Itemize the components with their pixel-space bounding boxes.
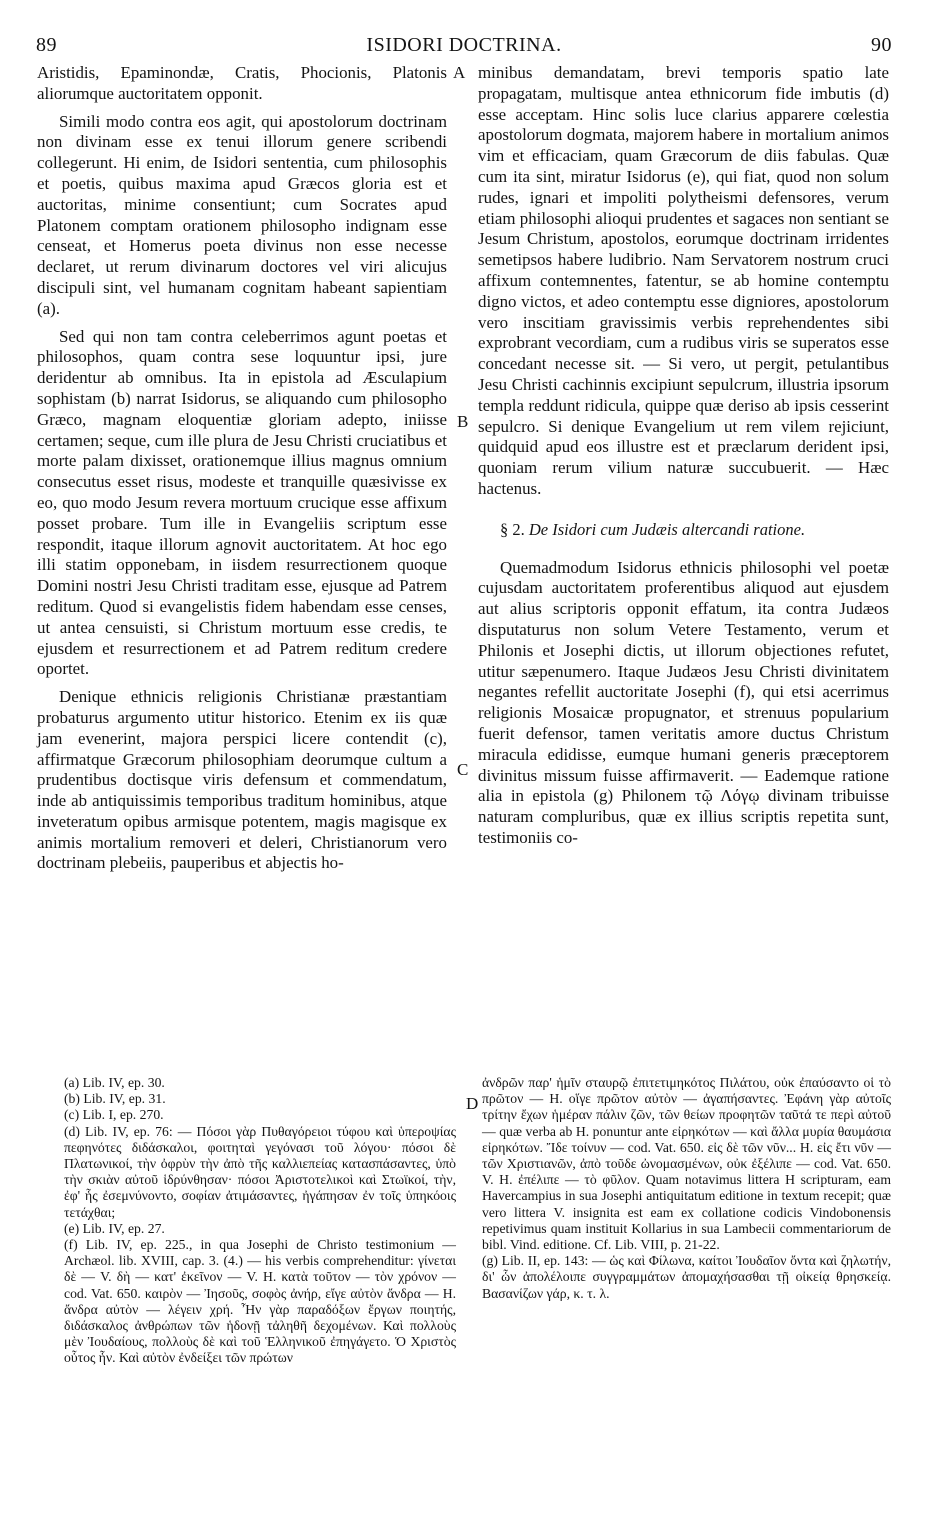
- footnotes-right: [482, 1075, 891, 1302]
- footnote-f-continued: ἀνδρῶν παρ' ἡμῖν σταυρῷ ἐπιτετιμηκότος Πιλάτου, οὐκ ἐπαύσαντο οἱ τὸ πρῶτον — H. οἵγε πρῶτον αὐτὸν — ἀγαπήσαντες. Ἐφάνη γὰρ αὐτοῖς τρίτην ἔχων ἡμέραν πάλιν ζῶν, τῶν θείων προφητῶν ταῦτά τε περὶ αὐτοῦ — quæ verba ab H. ponuntur ante εἰρηκότων — καὶ ἄλλα μυρία θαυμάσια εἰρηκότων. Ἴδε τοίνυν — cod. Vat. 650. εἰς δὲ τῶν νῦν... H. εἰς ἔτι νῦν — τῶν Χριστιανῶν, ἀπὸ τοῦδε ὠνομασμένων, οὐκ ἐξέλιπε — cod. Vat. 650. V. H. ἐπέλιπε — τὸ φῦλον. Quam notavimus littera H scripturam, eam Havercampius in sua Josephi antiquitatum editione in textum recepit; quæ vero littera V. insignita est eam ex collatione codicis Vindobonensis repetivimus quam instituit Kollarius in sua Lambecii commentariorum de bibl. Vind. editione. Cf. Lib. VIII, p. 21-22.: [482, 1075, 891, 1253]
- margin-marker-b: B: [457, 412, 469, 431]
- left-paragraph-2: Simili modo contra eos agit, qui apostolorum doctrinam non divinam esse ex tenui illorum genere scribendi collegerunt. Hi enim, de Isidori sententia, cum philosophis et poetis, quibus maxima apud Græcos gloria est et auctoritas, minime consentiunt; cum Socrates apud Platonem comptam orationem philosopho indignam esse censeat, et Homerus poeta divinus non esse necesse declaret, ut rerum divinarum doctores vel viri alicujus discipuli sint, vel humanam cognitam habeant sapientiam (a).: [37, 111, 447, 318]
- left-paragraph-3: Sed qui non tam contra celeberrimos agunt poetas et philosophos, quam contra sese loquuntur ipsi, jure deridentur ab omnibus. Ita in epistola ad Æsculapium sophistam (b) narrat Isidorus, se aliquando cum philosopho Græco, magnam eloquentiæ gloriam adepto, iniisse certamen; seque, cum ille plura de Jesu Christi cruciatibus et morte palam dixisset, orationemque illius magnus omnium consecutus esset risus, modeste et tranquille quæsivisse ex eo, quo modo Jesum revera mortuum crucique esse affixum posset probare. Tum ille in Evangeliis scriptum esse respondit, itaque illorum agnovit auctoritatem. At hoc ego illi statim opponebam, in iisdem resurrectionem quoque Domini nostri Jesu Christi traditam esse, ejusque ad Patrem reditum. Quod si evangelistis fidem habendam esse censes, ut antea censuisti, si Christum mortuum esse credis, te ejusdem et resurrectionem et ad Patrem reditum credere oportet.: [37, 326, 447, 679]
- section-heading: [500, 520, 889, 541]
- section-title: De Isidori cum Judæis altercandi ratione.: [528, 519, 806, 539]
- left-column: [37, 63, 447, 874]
- footnote-g: (g) Lib. II, ep. 143: — ὡς καὶ Φίλωνα, καίτοι Ἰουδαῖον ὄντα καὶ ζηλωτήν, δι' ὧν ἀπολέλοιπε συγγραμμάτων ἀπομαχήσασθαι τῇ οἰκείᾳ θρησκείᾳ. Βασανίζων γάρ, κ. τ. λ.: [482, 1253, 891, 1301]
- page-number-left: 89: [36, 34, 57, 56]
- running-title: ISIDORI DOCTRINA.: [366, 34, 562, 56]
- right-paragraph-2: Quemadmodum Isidorus ethnicis philosophi vel poetæ cujusdam auctoritatem proferentibus aliquod aut ejusdem aut alius scriptoris opponit effatum, ita contra Judæos disputaturus non solum Vetere Testamento, verum et Philonis et Josephi dictis, ut illorum objectiones refutet, utitur sæpenumero. Itaque Judæos Jesu Christi divinitatem negantes refellit auctoritate Josephi (f), qui etsi acerrimus religionis Mosaicæ propugnator, et strenuus popularium fuerit defensor, tamen veritatis amore ductus Christum miracula edidisse, eumque humani generis præceptorem divinitus missum fuisse affirmaverit. — Eademque ratione alia in epistola (g) Philonem τῷ Λόγῳ divinam tribuisse naturam compluribus, quæ ex illius scriptis repetita sunt, testimoniis co-: [478, 557, 889, 847]
- margin-marker-d: D: [466, 1094, 479, 1113]
- running-header: [36, 34, 892, 60]
- left-paragraph-1: Aristidis, Epaminondæ, Cratis, Phocionis, Platonis aliorumque auctoritatem opponit.: [37, 63, 447, 103]
- margin-marker-a: A: [453, 63, 466, 82]
- page-number-right: 90: [871, 34, 892, 56]
- left-paragraph-4: Denique ethnicis religionis Christianæ præstantiam probaturus argumento utitur historico. Etenim ex iis quæ jam evenerint, majora perspici licere contendit (c), affirmatque Græcorum philosophiam deorumque cultum a prudentibus doctisque viris defensum et commendatum, inde ab antiquissimis temporibus traditum hominibus, atque inveteratum opibus armisque potentem, magis magisque ex animis mortalium removeri et deleri, Christianorum vero doctrinam plebeiis, pauperibus et abjectis ho-: [37, 687, 447, 873]
- margin-marker-c: C: [457, 760, 469, 779]
- right-paragraph-1: minibus demandatam, brevi temporis spatio late propagatam, multisque antea ethnicorum fide imbutis (d) esse acceptam. Hinc solis luce clarius apparere cœlestia apostolorum dogmata, majorem habere in mortalium animos vim et efficaciam, quam Græcorum de diis fabulas. Quæ cum ita sint, miratur Isidorus (e), qui fiat, quod non solum rudes, ignari et impoliti polytheismi defensores, verum etiam philosophi alioqui prudentes et sagaces non sentiant se Jesum Christum, apostolos, eorumque doctrinam irridentes semetipsos habere ludibrio. Nam Servatorem nostrum cruci affixum contemnentes, fatentur, se ab homine contemptu digno victos, et adeo contemptu esse digniores, apostolorum vero inscitiam gravissimis verbis reprehendentes sibi exprobrant vecordiam, cum a rudibus viris se superatos esse concedant necesse sit. — Si vero, ut pergit, petulantibus Jesu Christi cachinnis excipiunt sepulcrum, illustria ipsorum templa reddunt ridicula, quippe quæ deriso ab ipsis cesserint sepulcro. Si denique Evangelium ut rem vilem rejiciunt, quidquid apud eos illustre est et præclarum derident ipsi, quoniam rerum vilium naturæ succubuerit. — Hæc hactenus.: [478, 63, 889, 498]
- footnote-f: (f) Lib. IV, ep. 225., in qua Josephi de Christo testimonium — Archæol. lib. XVIII, cap. 3. (4.) — his verbis comprehenditur: γίνεται δὲ — V. δὴ — κατ' ἐκεῖνον — V. H. κατὰ τοῦτον — τὸν χρόνον — cod. Vat. 650. καιρὸν — Ἰησοῦς, σοφὸς ἀνήρ, εἴγε αὐτὸν ἄνδρα — H. ἄνδρα αὐτὸν — λέγειν χρή. Ἦν γὰρ παραδόξων ἔργων ποιητής, διδάσκαλος ἀνθρώπων τῶν ἡδονῇ τἀληθῆ δεχομένων. Καὶ πολλοὺς μὲν Ἰουδαίους, πολλοὺς δὲ καὶ τοῦ Ἑλληνικοῦ ἐπηγάγετο. Ὁ Χριστὸς οὗτος ἦν. Καὶ αὐτὸν ἐνδείξει τῶν πρώτων: [64, 1237, 456, 1366]
- footnotes-left: [64, 1075, 456, 1367]
- right-column: [478, 63, 889, 849]
- footnote-b: (b) Lib. IV, ep. 31.: [64, 1091, 166, 1107]
- footnote-e: (e) Lib. IV, ep. 27.: [64, 1220, 165, 1236]
- footnote-a: (a) Lib. IV, ep. 30.: [64, 1075, 165, 1090]
- footnote-d: (d) Lib. IV, ep. 76: — Πόσοι γὰρ Πυθαγόρειοι τύφου καὶ ὑπεροψίας πεφηνότες διδάσκαλοι, φοιτηταὶ γεγόνασι τοῦ λόγου· πόσοι δὲ Πλατωνικοί, τὴν ὀφρὺν τὴν ἀπὸ τῆς καλλιεπείας κατασπάσαντες, ὑπὸ τὴν σκιὰν αὐτοῦ ἱδρύνθησαν· πόσοι Ἀριστοτελικοὶ καὶ Στωϊκοί, τὴν, ἐφ' ἧς ἐσεμνύνοντο, σοφίαν ἀτιμάσαντες, ἠγάπησαν ἐν τοῖς ὑπηκόοις τετάχθαι;: [64, 1123, 456, 1220]
- footnote-c: (c) Lib. I, ep. 270.: [64, 1107, 164, 1123]
- section-sign: § 2.: [500, 519, 525, 539]
